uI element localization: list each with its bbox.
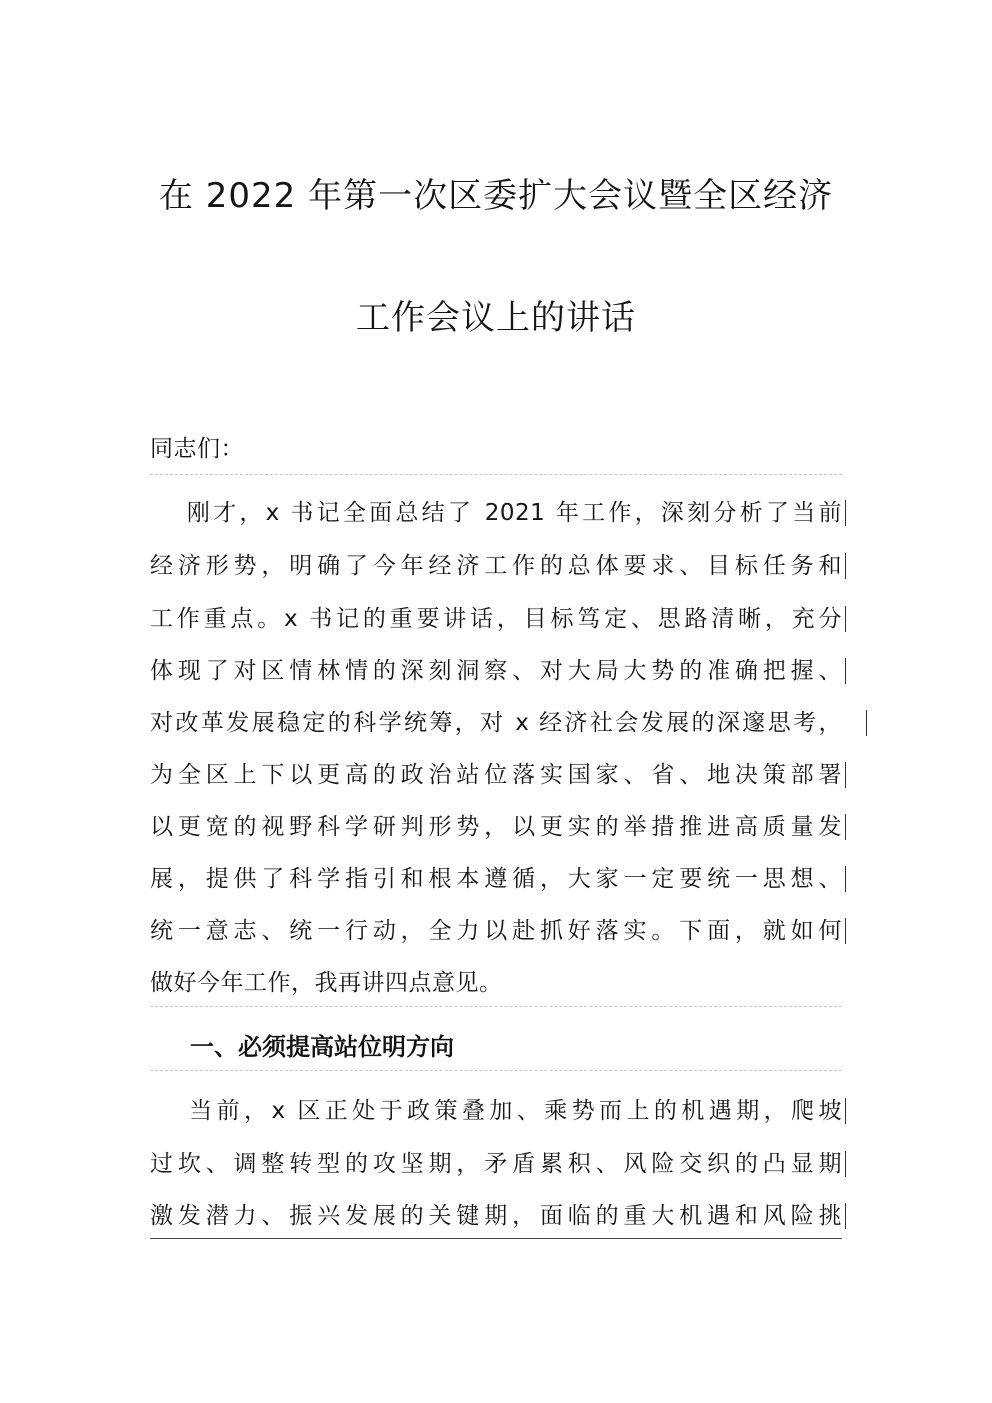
paragraph-line: 体现了对区情林情的深刻洞察、对大局大势的准确把握、 xyxy=(150,658,842,684)
margin-bar xyxy=(845,500,846,526)
page-bottom-rule xyxy=(150,1238,842,1239)
section-heading: 一、必须提高站位明方向 xyxy=(190,1033,454,1061)
margin-bar xyxy=(845,866,846,892)
margin-bar xyxy=(845,553,846,579)
margin-bar xyxy=(845,1098,846,1124)
margin-bar xyxy=(845,1151,846,1177)
margin-bar xyxy=(845,658,846,684)
document-title-line-2: 工作会议上的讲话 xyxy=(356,298,636,338)
paragraph-line: 对改革发展稳定的科学统筹，对 x 经济社会发展的深邃思考， xyxy=(150,710,842,736)
paragraph-line: 经济形势，明确了今年经济工作的总体要求、目标任务和 xyxy=(150,553,842,579)
margin-bar xyxy=(845,1203,846,1229)
paragraph-line: 展，提供了科学指引和根本遵循，大家一定要统一思想、 xyxy=(150,866,842,892)
separator-line xyxy=(150,1070,842,1071)
document-title-line-1: 在 2022 年第一次区委扩大会议暨全区经济 xyxy=(158,176,834,216)
paragraph-line: 刚才，x 书记全面总结了 2021 年工作，深刻分析了当前 xyxy=(150,500,842,526)
paragraph-line: 以更宽的视野科学研判形势，以更实的举措推进高质量发 xyxy=(150,814,842,840)
paragraph-line: 激发潜力、振兴发展的关键期，面临的重大机遇和风险挑 xyxy=(150,1203,842,1229)
separator-line xyxy=(150,474,842,475)
paragraph-line: 当前，x 区正处于政策叠加、乘势而上的机遇期，爬坡 xyxy=(150,1098,842,1124)
paragraph-line: 过坎、调整转型的攻坚期，矛盾累积、风险交织的凸显期 xyxy=(150,1151,842,1177)
margin-bar xyxy=(866,710,867,736)
margin-bar xyxy=(845,762,846,788)
paragraph-line: 统一意志、统一行动，全力以赴抓好落实。下面，就如何 xyxy=(150,918,842,944)
paragraph-line: 做好今年工作，我再讲四点意见。 xyxy=(150,970,503,996)
paragraph-line: 为全区上下以更高的政治站位落实国家、省、地决策部署 xyxy=(150,762,842,788)
margin-bar xyxy=(845,918,846,944)
separator-line xyxy=(150,1006,842,1007)
salutation: 同志们： xyxy=(150,436,244,462)
margin-bar xyxy=(845,606,846,632)
margin-bar xyxy=(845,814,846,840)
paragraph-line: 工作重点。x 书记的重要讲话，目标笃定、思路清晰，充分 xyxy=(150,606,842,632)
